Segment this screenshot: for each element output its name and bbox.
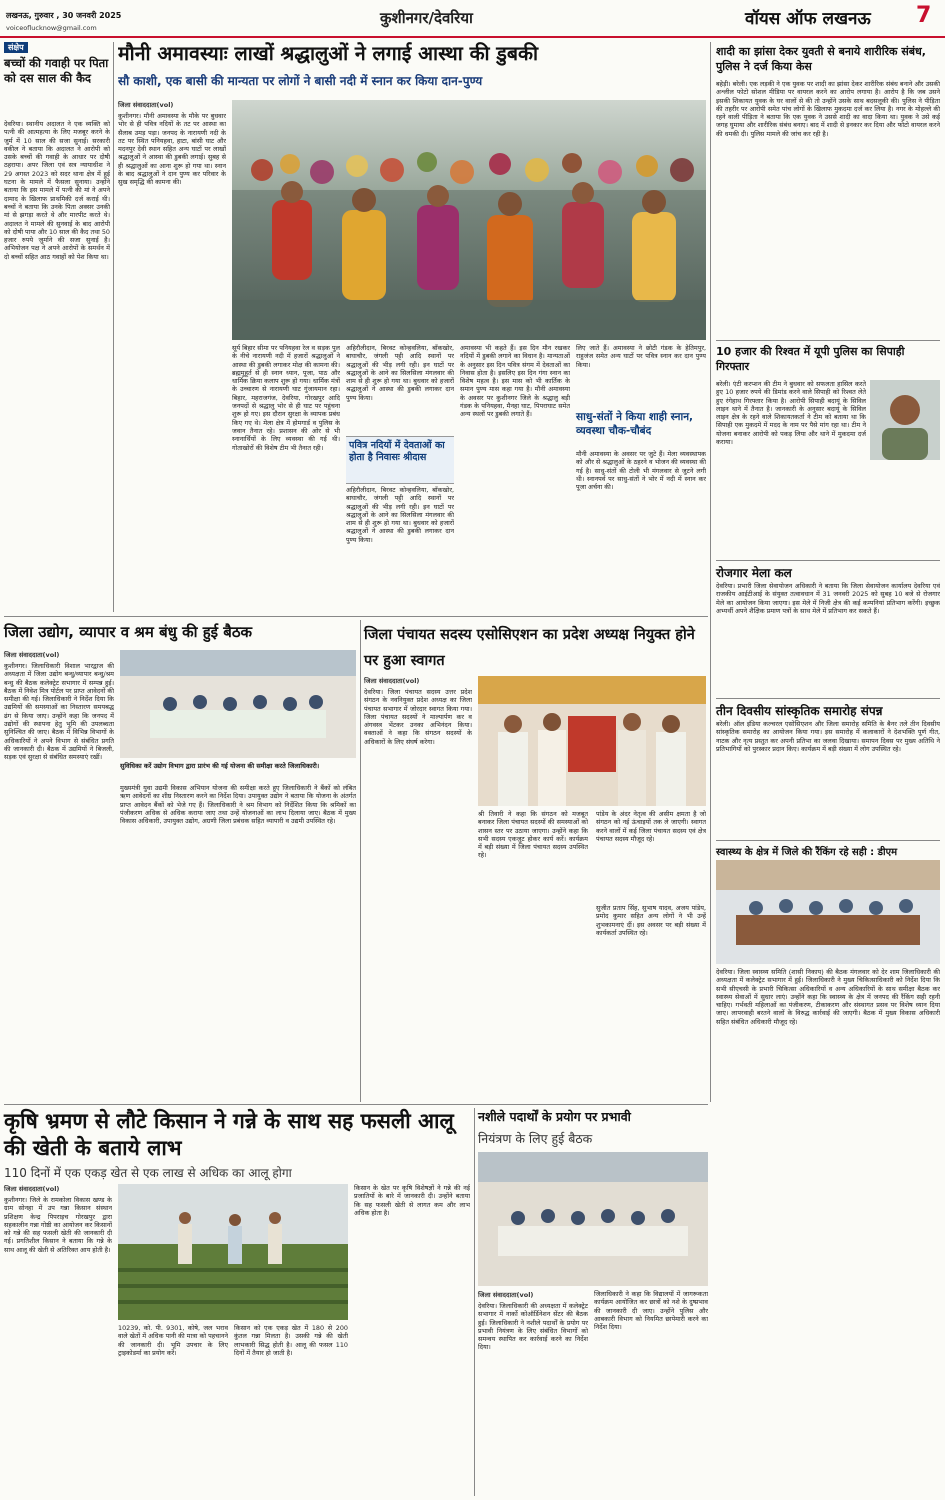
right-divider-1: [716, 340, 940, 341]
river-bathing-photo: [232, 100, 706, 340]
lead-col1: कुशीनगर। मौनी अमावस्या के मौके पर बुधवार भोर से ही पवित्र नदियों के तट पर आस्था का सैलाब उमड़ पड़ा। जनपद के नारायणी नदी के तट पर स्थित पनियहवा, हाटा, बांसी घाट और मदनपुर देवी स्थान सहित अन्य घाटों पर लाखों श्रद्धालुओं ने आस्था की डुबकी लगाई। सुबह से ही श्रद्धालुओं का आना शुरू हो गया था। स्नान के बाद श्रद्धालुओं ने दान पुण्य कर परिवार के सुख समृद्धि की कामना की।: [118, 112, 226, 187]
industry-col1: कुशीनगर। जिलाधिकारी विशाल भारद्वाज की अध्यक्षता में जिला उद्योग बन्धु/व्यापार बन्धु/श्रम बन्धु की बैठक कलेक्ट्रेट सभागार में सम्पन्न हुई। बैठक में निवेश मित्र पोर्टल पर प्राप्त आवेदनों की समीक्षा की गई। जिलाधिकारी ने निर्देश दिया कि उद्यमियों की समस्याओं का निस्तारण समयबद्ध ढंग से किया जाए। उन्होंने कहा कि जनपद में उद्योगों की स्थापना हेतु भूमि की उपलब्धता सुनिश्चित की जाए। बैठक में विभिन्न विभागों के अधिकारियों ने अपने विभाग से संबंधित प्रगति की जानकारी दी। बैठक में उद्यमियों ने बिजली, सड़क एवं सुरक्षा से संबंधित समस्याएं रखीं।: [4, 662, 114, 762]
lead-subhead: सौ काशी, एक बासी की मान्यता पर लोगों ने बासी नदी में स्नान कर किया दान-पुण्य: [118, 74, 483, 88]
brief-tag: संक्षेप: [4, 42, 28, 53]
paper-name: वॉयस ऑफ लखनऊ: [745, 9, 871, 29]
right-divider-4: [716, 840, 940, 841]
panchayat-col2: श्री तिवारी ने कहा कि संगठन को मजबूत बनाकर जिला पंचायत सदस्यों की समस्याओं को शासन स्तर पर उठाया जाएगा। उन्होंने कहा कि सभी सदस्य एकजुट होकर कार्य करें। कार्यक्रम में बड़ी संख्या में जिला पंचायत सदस्य उपस्थित रहे।: [478, 810, 588, 860]
industry-byline: जिला संवाददाता(vol): [4, 651, 60, 659]
job-fair-headline: रोजगार मेला कल: [716, 566, 792, 580]
industry-caption: सुविधिका करें उद्योग विभाग द्वारा प्रारंभ की गई योजना की समीक्षा करते जिलाधिकारी।: [120, 762, 320, 770]
farmer-subhead: 110 दिनों में एक एकड़ खेत से एक लाख से अधिक का आलू होगा: [4, 1166, 292, 1180]
lead-byline: जिला संवाददाता(vol): [118, 101, 174, 109]
bribe-headline: 10 हजार की रिश्वत में यूपी पुलिस का सिपाही गिरफ्तार: [716, 345, 905, 373]
lead-right-divider: [710, 42, 711, 1102]
bottom-band-rule: [4, 1104, 708, 1105]
constable-portrait: [870, 380, 940, 460]
section-name: कुशीनगर/देवरिया: [380, 9, 473, 27]
panchayat-col4: सुजीत प्रताप सिंह, सुभाष यादव, अजय पांडेय, प्रमोद कुमार सहित अन्य लोगों ने भी उन्हें शुभकामनाएं दीं। इस अवसर पर बड़ी संख्या में कार्यकर्ता उपस्थित रहे।: [596, 904, 706, 937]
lead-col2: सूर्य बिहार सीमा पर पनियहवा रेल व सड़क पुल के नीचे नारायणी नदी में हजारों श्रद्धालुओं ने आस्था की डुबकी लगाकर मोक्ष की कामना की। ब्रह्ममुहूर्त से ही स्नान ध्यान, पूजा, पाठ और धार्मिक क्रिया कलाप शुरू हो गया। धार्मिक मंत्रों के उच्चारण से नारायणी घाट गुंजायमान रहा। बिहार, महराजगंज, देवरिया, गोरखपुर आदि जनपदों से श्रद्धालु भोर से ही घाट पर पहुंचना शुरू हो गए। इस दौरान सुरक्षा के व्यापक प्रबंध किए गए थे। मेला क्षेत्र में होमगार्ड व पुलिस के जवान तैनात रहे। प्रशासन की ओर से भी स्नानार्थियों के लिए व्यवस्था की गई थी। गोताखोरों की विशेष टीम भी तैनात रही।: [232, 344, 340, 452]
masthead: [0, 0, 945, 38]
lead-subheading-nadi: [346, 436, 454, 484]
lead-col5: लिए जाते हैं। अमावस्या ने छोटी गंडक के हेतिमपुर, राहुजंज समेत अन्य घाटों पर पवित्र स्नान कर दान पुण्य किया।: [576, 344, 706, 369]
middle-band-rule: [4, 616, 708, 617]
lead-headline: मौनी अमावस्याः लाखों श्रद्धालुओं ने लगाई आस्था की डुबकी: [118, 42, 538, 65]
issue-date: लखनऊ, गुरुवार , 30 जनवरी 2025: [6, 11, 122, 20]
page-number: 7: [916, 3, 932, 28]
industry-col2: मुख्यमंत्री युवा उद्यमी विकास अभियान योजना की समीक्षा करते हुए जिलाधिकारी ने बैंकों को लंबित ऋण आवेदनों का शीघ्र निस्तारण करने का निर्देश दिया। उपायुक्त उद्योग ने बताया कि योजना के अंतर्गत प्राप्त आवेदन बैंकों को भेजे गए हैं। जिलाधिकारी ने श्रम विभाग को निर्देशित किया कि श्रमिकों का पंजीकरण अधिक से अधिक कराया जाए तथा उन्हें योजनाओं का लाभ दिलाया जाए। बैठक में मुख्य विकास अधिकारी, उपायुक्त उद्योग, अग्रणी जिला प्रबंधक सहित व्यापारी व उद्यमी उपस्थित रहे।: [120, 784, 356, 826]
lead-subheading-text: पवित्र नदियों में देवताओं का होता है निवासः श्रीदास: [349, 440, 445, 463]
masthead-rule: [0, 36, 945, 38]
sidebar-divider: [113, 42, 114, 612]
drugs-subhead: नियंत्रण के लिए हुई बैठक: [478, 1131, 593, 1146]
right-top-headline: शादी का झांसा देकर युवती से बनाये शारीरिक संबंध, पुलिस ने दर्ज किया केस: [716, 45, 926, 73]
panchayat-byline: जिला संवाददाता(vol): [364, 677, 420, 685]
bribe-body: बरेली। एंटी करप्शन की टीम ने बुधवार को सफलता हासिल करते हुए 10 हजार रुपये की डिमांड करने वाले सिपाही को रिश्वत लेते हुए रंगेहाथ गिरफ्तार किया है। आरोपी सिपाही बदायूं के सिविल लाइन थाने में तैनात है। जानकारी के अनुसार बदायूं के सिविल लाइन क्षेत्र के रहने वाले शिकायतकर्ता ने टीम को बताया था कि सिपाही एक मुकदमे में मदद के नाम पर पैसे मांग रहा था। टीम ने योजना बनाकर आरोपी को पकड़ लिया और थाने में मुकदमा दर्ज कराया।: [716, 380, 866, 447]
health-body: देवरिया। जिला स्वास्थ्य समिति (शासी निकाय) की बैठक मंगलवार को देर शाम जिलाधिकारी की अध्यक्षता में कलेक्ट्रेट सभागार में हुई। जिलाधिकारी ने मुख्य चिकित्साधिकारी को निर्देश दिया कि सभी सीएचसी के प्रभारी चिकित्सा अधिकारियों व अन्य अधिकारियों के साथ समीक्षा बैठक कर स्वास्थ्य सेवाओं में सुधार लाएं। उन्होंने कहा कि स्वास्थ्य के क्षेत्र में जनपद की रैंकिंग सही रहनी चाहिए। गर्भवती महिलाओं का पंजीकरण, टीकाकरण और संस्थागत प्रसव पर विशेष ध्यान दिया जाए। लापरवाही बरतने वालों के विरुद्ध कार्रवाई की जाएगी। बैठक में मुख्य विकास अधिकारी सहित संबंधित अधिकारी मौजूद रहे।: [716, 968, 940, 1026]
right-divider-2: [716, 560, 940, 561]
farmer-byline: जिला संवाददाता(vol): [4, 1185, 60, 1193]
industry-headline: जिला उद्योग, व्यापार व श्रम बंधु की हुई बैठक: [4, 623, 253, 641]
farmer-divider: [474, 1108, 475, 1496]
job-fair-body: देवरिया। प्रभारी जिला सेवायोजन अधिकारी ने बताया कि जिला सेवायोजन कार्यालय देवरिया एवं राजकीय आईटीआई के संयुक्त तत्वावधान में 31 जनवरी 2025 को सुबह 10 बजे से रोजगार मेले का आयोजन किया जाएगा। इस मेले में निजी क्षेत्र की कई कम्पनियां प्रतिभाग करेंगी। इच्छुक अभ्यर्थी अपने शैक्षिक प्रमाण पत्रों के साथ मेले में प्रतिभाग कर सकते हैं।: [716, 582, 940, 615]
lead-subheading-sadhu: साधु-संतों ने किया शाही स्नान, व्यवस्था चौक-चौबंद: [576, 411, 694, 437]
farmer-col2: 10239, को. पी. 9301, कोषे, जल भराव वाले खेतों में अधिक पानी की मात्रा को पहचानने की जानकारी दी। भूमि उपचार के लिए ट्राइकोडर्मा का प्रयोग करें।: [118, 1324, 228, 1357]
farmer-col4: किसान के खेत पर कृषि विशेषज्ञों ने गन्ने की नई प्रजातियों के बारे में जानकारी दी। उन्होंने बताया कि सह फसली खेती से लागत कम और लाभ अधिक होता है।: [354, 1184, 470, 1217]
industry-meeting-photo: [120, 650, 356, 758]
lead-col6: मौनी अमावस्या के अवसर पर जुटे हैं। मेला व्यवस्थापक को और से श्रद्धालुओं के ठहरने व भोजन की व्यवस्था की गई है। साधु-संतों की टोली भी मंगलवार से जुटने लगी थी। स्नानपर्व पर साधु-संतों ने भोर में नदी में स्नान कर पूजा अर्चना की।: [576, 450, 706, 492]
drugs-col1: देवरिया। जिलाधिकारी की अध्यक्षता में कलेक्ट्रेट सभागार में नार्को कोऑर्डिनेशन सेंटर की बैठक हुई। जिलाधिकारी ने नशीले पदार्थों के प्रयोग पर प्रभावी नियंत्रण के लिए संबंधित विभागों को समन्वय स्थापित कर कार्रवाई करने का निर्देश दिया।: [478, 1302, 588, 1352]
panchayat-felicitation-photo: [478, 676, 706, 806]
health-meeting-photo: [716, 860, 940, 964]
drugs-byline: जिला संवाददाता(vol): [478, 1291, 534, 1299]
industry-divider: [360, 620, 361, 1102]
lead-col4: अमावस्या भी कहते हैं। इस दिन मौन रखकर नदियों में डुबकी लगाने का विधान है। मान्यताओं के अनुसार इस दिन पवित्र संगम में देवताओं का निवास होता है। इसलिए इस दिन गंगा स्नान का विशेष महत्व है। इस मास को भी कार्तिक के समान पुण्य मास कहा गया है। मौनी अमावस्या के अवसर पर कुशीनगर जिले के श्रद्धालु बड़ी गंडक के पनियहवा, मैनहा घाट, पिपराघाट समेत अन्य स्थलों पर डुबकी लगाते हैं।: [460, 344, 570, 419]
lead-col3: अहिरौलीदान, बिरवट कोन्हवलिया, बाँकखोर, बाघाचौर, जंगली पट्टी आदि स्थानों पर श्रद्धालुओं की भीड़ लगी रही। इन घाटों पर श्रद्धालुओं के आने का सिलसिला मंगलवार की शाम से ही शुरू हो गया था। बुधवार को हजारों श्रद्धालुओं ने आस्था की डुबकी लगाकर दान पुण्य किया।: [346, 344, 454, 402]
panchayat-col1: देवरिया। जिला पंचायत सदस्य उत्तर प्रदेश संगठन के नवनियुक्त प्रदेश अध्यक्ष का जिला पंचायत सभागार में जोरदार स्वागत किया गया। जिला पंचायत सदस्यों ने माल्यार्पण कर व अंगवस्त्र भेंटकर उनका अभिनंदन किया। वक्ताओं ने कहा कि संगठन सदस्यों के अधिकारों के लिए संघर्ष करेगा।: [364, 688, 472, 746]
contact-email[interactable]: voiceoflucknow@gmail.com: [6, 24, 97, 32]
lead-col3b: अहिरौलीदान, बिरवट कोन्हवलिया, बाँकखोर, बाघाचौर, जंगली पट्टी आदि स्थानों पर श्रद्धालुओं की भीड़ लगी रही। इन घाटों पर श्रद्धालुओं के आने का सिलसिला मंगलवार की शाम से ही शुरू हो गया था। बुधवार को हजारों श्रद्धालुओं ने आस्था की डुबकी लगाकर दान पुण्य किया।: [346, 486, 454, 544]
right-top-body: बहेड़ी। बरेली। एक लड़की ने एक युवक पर शादी का झांसा देकर शारीरिक संबंध बनाने और उसकी अश्लील फोटो सोशल मीडिया पर वायरल करने का आरोप लगाया है। आरोप है कि जब उसने इसकी शिकायत युवक के घर वालों से की तो उन्होंने उसके साथ बदसलूकी की। पुलिस ने पीड़िता की तहरीर पर आरोपी समेत पांच लोगों के खिलाफ मुकदमा दर्ज कर लिया है। नगर के मोहल्ले की रहने वाली पीड़िता ने बताया कि एक युवक ने उससे शादी का वादा किया था। युवक ने उसे कई जगह घुमाया और शारीरिक संबंध बनाए। बाद में शादी से इनकार कर दिया और फोटो वायरल करने की धमकी दी। पुलिस मामले की जांच कर रही है।: [716, 80, 940, 138]
farmer-headline: कृषि भ्रमण से लौटे किसान ने गन्ने के साथ सह फसली आलू की खेती के बताये लाभ: [4, 1109, 454, 1160]
right-divider-3: [716, 698, 940, 699]
drugs-headline: नशीले पदार्थों के प्रयोग पर प्रभावी: [478, 1109, 631, 1124]
culture-body: बरेली। ऑल इंडिया कल्चरल एसोसिएशन और जिला समारोह समिति के बैनर तले तीन दिवसीय सांस्कृतिक समारोह का आयोजन किया गया। इस समारोह में कलाकारों ने देशभक्ति पूर्ण गीत, नाटक और नृत्य प्रस्तुत कर अपनी प्रतिभा का जलवा दिखाया। समापन दिवस पर मुख्य अतिथि ने प्रतिभागियों को पुरस्कार प्रदान किए। कार्यक्रम में बड़ी संख्या में लोग उपस्थित रहे।: [716, 720, 940, 753]
culture-headline: तीन दिवसीय सांस्कृतिक समारोह संपन्न: [716, 704, 883, 718]
panchayat-headline: जिला पंचायत सदस्य एसोसिएशन का प्रदेश अध्यक्ष नियुक्त होने पर हुआ स्वागत: [364, 627, 695, 669]
panchayat-col3: पांडेय के अंदर नेतृत्व की असीम क्षमता है जो संगठन को नई ऊंचाइयों तक ले जाएगी। स्वागत करने वालों में कई जिला पंचायत सदस्य एवं क्षेत्र पंचायत सदस्य मौजूद रहे।: [596, 810, 706, 843]
health-headline: स्वास्थ्य के क्षेत्र में जिले की रैंकिंग रहे सही : डीएम: [716, 847, 898, 858]
drugs-meeting-photo: [478, 1152, 708, 1286]
farm-field-photo: [118, 1184, 348, 1320]
drugs-col2: जिलाधिकारी ने कहा कि विद्यालयों में जागरूकता कार्यक्रम आयोजित कर छात्रों को नशे के दुष्प्रभाव की जानकारी दी जाए। उन्होंने पुलिस और आबकारी विभाग को नियमित छापेमारी करने का निर्देश दिया।: [594, 1290, 708, 1332]
sidebar-headline: बच्चों की गवाही पर पिता को दस साल की कैद: [4, 56, 109, 85]
farmer-col1: कुशीनगर। जिले के रामकोला विकास खण्ड के ग्राम सोनहा में उप गन्ना किसान संस्थान प्रशिक्षण केन्द्र पिपराइच गोरखपुर द्वारा सहकालीन गन्ना गोष्ठी का आयोजन कर किसानों को गन्ने की सह फसली खेती की जानकारी दी गई। प्रगतिशील किसान ने बताया कि गन्ने के साथ आलू की खेती से अतिरिक्त आय होती है।: [4, 1196, 112, 1254]
farmer-col3: किसान को एक एकड़ खेत में 180 से 200 कुंतल गन्ना मिलता है। उसकी गन्ने की खेती लाभकारी सिद्ध होती है। आलू की फसल 110 दिनों में तैयार हो जाती है।: [234, 1324, 348, 1357]
sidebar-body: देवरिया। स्थानीय अदालत ने एक व्यक्ति को पत्नी की आत्महत्या के लिए मजबूर करने के जुर्म में 10 साल की सजा सुनाई। सरकारी वकील ने बताया कि अदालत ने आरोपी को उसके बच्चों की गवाही के आधार पर दोषी ठहराया। अपर जिला एवं सत्र न्यायाधीश ने 29 अगस्त 2023 को सदर थाना क्षेत्र में हुई घटना के मामले में फैसला सुनाया। उन्होंने बताया कि इस मामले में पत्नी की मां ने अपने दामाद के खिलाफ प्राथमिकी दर्ज कराई थी। बच्चों ने बताया कि उनके पिता अक्सर उनकी मां से झगड़ा करते थे और मारपीट करते थे। अदालत ने मामले की सुनवाई के बाद आरोपी को दोषी पाया और 10 साल की कैद तथा 50 हजार रुपये जुर्माने की सजा सुनाई है। अभियोजन पक्ष ने अपने आरोपों के समर्थन में दो बच्चों सहित आठ गवाहों को पेश किया था।: [4, 120, 110, 261]
